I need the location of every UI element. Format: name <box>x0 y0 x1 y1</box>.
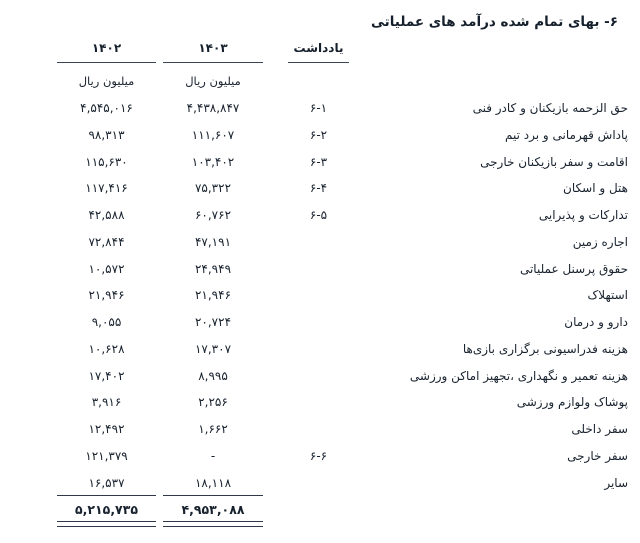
cell-description-label: اجاره زمین <box>572 234 628 249</box>
column-header-year-1402: ۱۴۰۲ <box>91 41 122 55</box>
cell-value-1403: ۶۰,۷۶۲ <box>194 208 232 222</box>
cell-value-1402: ۱۱۷,۴۱۶ <box>85 181 128 196</box>
cell-description-label: هزینه فدراسیونی برگزاری بازی‌ها <box>462 341 628 356</box>
cell-value-1402: ۴۲,۵۸۸ <box>88 208 125 222</box>
table-row <box>0 314 640 341</box>
cell-value-1403: ۱,۶۶۲ <box>198 422 228 436</box>
cell-value-1402: ۷۲,۸۴۴ <box>88 234 125 249</box>
cell-value-1403: ۷۵,۳۲۲ <box>194 181 232 196</box>
table-row <box>0 180 640 207</box>
unit-label-1402: میلیون ریال <box>78 74 135 88</box>
total-value-1403: ۴,۹۵۳,۰۸۸ <box>181 501 245 517</box>
total-value-1402: ۵,۲۱۵,۷۳۵ <box>75 501 138 517</box>
table-row <box>0 287 640 314</box>
cell-value-1403: ۲۱,۹۴۶ <box>194 288 232 303</box>
cell-description-label: استهلاک <box>587 288 628 303</box>
cell-description-label: حق الزحمه بازیکنان و کادر فنی <box>472 101 628 115</box>
cell-value-1403: ۲۴,۹۴۹ <box>194 261 232 276</box>
cell-description-label: هزینه تعمیر و نگهداری ،تجهیز اماکن ورزشی <box>409 368 628 383</box>
cell-note-reference[interactable]: ۶-۳ <box>309 154 328 169</box>
cell-value-1402: ۱۶,۵۳۷ <box>88 475 125 490</box>
table-row <box>0 341 640 368</box>
cell-value-1403: ۴۷,۱۹۱ <box>194 234 232 249</box>
total-rule-top-1403 <box>163 495 263 496</box>
column-header-note: یادداشت <box>293 41 344 55</box>
cell-note-reference[interactable]: ۶-۵ <box>309 208 328 222</box>
column-header-year-1403: ۱۴۰۳ <box>198 41 228 55</box>
cell-value-1403: ۱۷,۳۰۷ <box>194 341 232 356</box>
header-rule-1402 <box>57 62 156 63</box>
total-rule-bottom-1403 <box>163 521 263 527</box>
cell-value-1402: ۹۸,۳۱۳ <box>88 127 125 142</box>
total-rule-bottom-1402 <box>57 521 156 527</box>
cell-value-1403: ۱۸,۱۱۸ <box>194 475 232 490</box>
cell-value-1402: ۱۲۱,۳۷۹ <box>85 448 128 463</box>
cell-note-reference[interactable]: ۶-۶ <box>309 448 328 463</box>
table-row <box>0 475 640 502</box>
table-row <box>0 394 640 421</box>
table-row <box>0 100 640 127</box>
table-row <box>0 421 640 448</box>
cell-value-1402: ۴,۵۴۵,۰۱۶ <box>80 101 133 115</box>
cell-value-1403: ۸,۹۹۵ <box>198 368 228 383</box>
cell-note-reference[interactable]: ۶-۲ <box>309 127 328 142</box>
cell-value-1403: ۲,۲۵۶ <box>198 395 228 410</box>
table-row <box>0 448 640 475</box>
cell-value-1403: ۴,۴۳۸,۸۴۷ <box>186 101 240 115</box>
cell-value-1402: ۱۱۵,۶۳۰ <box>85 154 128 169</box>
cell-description-label: سفر خارجی <box>567 448 628 463</box>
cell-note-reference[interactable]: ۶-۴ <box>309 181 328 196</box>
cell-description-label: سفر داخلی <box>571 422 628 436</box>
table-row <box>0 368 640 395</box>
cell-description-label: هتل و اسکان <box>563 181 628 196</box>
header-rule-note <box>288 62 349 63</box>
cell-value-1403: ۲۰,۷۲۴ <box>194 315 232 329</box>
cell-description-label: پاداش قهرمانی و برد تیم <box>505 127 628 142</box>
cell-description-label: سایر <box>604 475 628 490</box>
cell-value-1402: ۱۰,۶۲۸ <box>88 341 125 356</box>
cell-value-1403-empty: - <box>210 448 216 463</box>
cell-description-label: حقوق پرسنل عملیاتی <box>519 261 628 276</box>
cell-value-1402: ۱۷,۴۰۲ <box>88 368 125 383</box>
table-row <box>0 207 640 234</box>
cell-description-label: دارو و درمان <box>564 315 628 329</box>
total-rule-top-1402 <box>57 495 156 496</box>
header-rule-1403 <box>163 62 263 63</box>
cell-value-1402: ۹,۰۵۵ <box>91 315 122 329</box>
cell-description-label: اقامت و سفر بازیکنان خارجی <box>480 154 628 169</box>
cell-note-reference[interactable]: ۶-۱ <box>309 101 328 115</box>
table-row <box>0 154 640 181</box>
unit-label-1403: میلیون ریال <box>185 74 241 88</box>
table-row <box>0 127 640 154</box>
cell-description-label: تدارکات و پذیرایی <box>538 208 628 222</box>
cell-value-1403: ۱۰۳,۴۰۲ <box>191 154 235 169</box>
table-row <box>0 234 640 261</box>
table-row <box>0 261 640 288</box>
cell-value-1402: ۲۱,۹۴۶ <box>88 288 125 303</box>
page-title: ۶- بهای تمام شده درآمد های عملیاتی <box>371 14 618 30</box>
cell-value-1402: ۳,۹۱۶ <box>91 395 122 410</box>
cell-value-1402: ۱۰,۵۷۲ <box>88 261 125 276</box>
cell-value-1402: ۱۲,۴۹۲ <box>88 422 125 436</box>
cell-description-label: پوشاک ولوازم ورزشی <box>516 395 628 410</box>
cell-value-1403: ۱۱۱,۶۰۷ <box>191 127 235 142</box>
